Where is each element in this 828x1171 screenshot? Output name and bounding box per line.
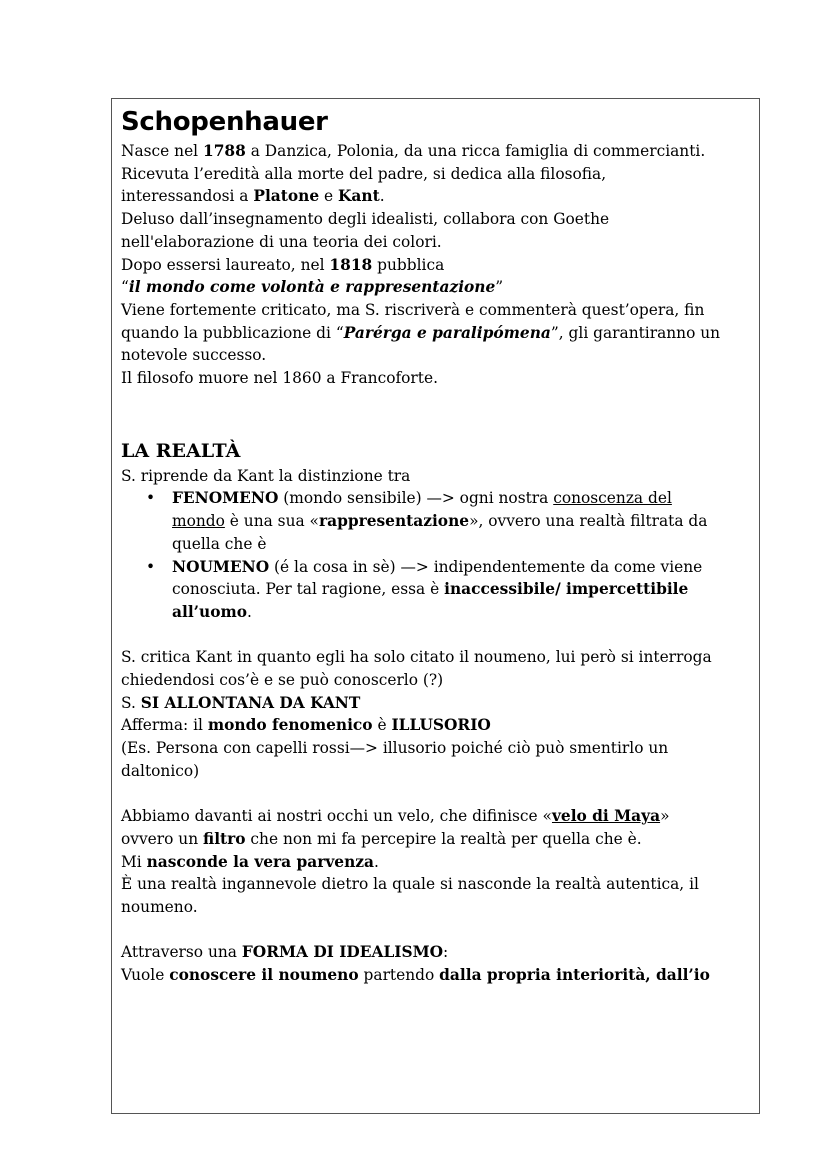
text-line	[121, 140, 753, 163]
text-line: Ricevuta l’eredità alla morte del padre, si dedica alla filosofia,	[121, 164, 607, 183]
text-line: S. riprende da Kant la distinzione tra	[121, 466, 411, 485]
text-line	[121, 941, 753, 964]
list-item	[121, 556, 753, 624]
text-line	[172, 510, 753, 533]
text: è una sua «	[224, 512, 319, 531]
text-line: daltonico)	[121, 761, 200, 780]
bold-text: all’uomo	[172, 602, 248, 621]
text-line	[121, 254, 753, 277]
text-line	[172, 487, 753, 510]
text-line	[121, 964, 753, 987]
text-line: È una realtà ingannevole dietro la quale si nasconde la realtà autentica, il	[121, 875, 699, 894]
text: :	[443, 943, 449, 962]
document-body	[121, 104, 753, 987]
text: .	[373, 852, 379, 871]
text: è	[372, 716, 392, 735]
section-heading: LA REALTÀ	[121, 439, 241, 462]
publication-year: 1818	[329, 255, 373, 274]
text: che non mi fa percepire la realtà per quella che è.	[245, 829, 642, 848]
text: e	[319, 187, 339, 206]
text: interessandosi a	[121, 187, 254, 206]
text: “	[121, 278, 129, 297]
list-item	[121, 487, 753, 555]
spacer	[121, 783, 753, 806]
paragraph	[121, 805, 753, 919]
text-line: nell'elaborazione di una teoria dei colori.	[121, 232, 442, 251]
bold-underlined-text: velo di Maya	[551, 807, 661, 826]
bold-text: nasconde la vera parvenza	[146, 852, 374, 871]
text-line: S. critica Kant in quanto egli ha solo citato il noumeno, lui però si interroga	[121, 648, 712, 667]
work-title: Parérga e paralipómena	[343, 323, 551, 342]
text: Attraverso una	[121, 943, 242, 962]
text-line	[121, 322, 753, 345]
text-line	[172, 556, 753, 579]
text: Vuole	[121, 966, 170, 985]
bold-text: conoscere il noumeno	[169, 966, 359, 985]
text: Dopo essersi laureato, nel	[121, 255, 330, 274]
bold-text: filtro	[203, 829, 246, 848]
text: (mondo sensibile) —> ogni nostra	[278, 489, 554, 508]
text-line: notevole successo.	[121, 346, 267, 365]
text: conosciuta. Per tal ragione, essa è	[172, 580, 445, 599]
text-line: Il filosofo muore nel 1860 a Francoforte.	[121, 369, 438, 388]
text-line	[172, 578, 753, 601]
text: partendo	[358, 966, 440, 985]
text: »	[660, 807, 670, 826]
text: pubblica	[372, 255, 445, 274]
underlined-text: mondo	[172, 512, 225, 531]
bold-text: ILLUSORIO	[391, 716, 491, 735]
text: a Danzica, Polonia, da una ricca famiglia di commercianti.	[245, 142, 706, 160]
text-line	[121, 851, 753, 874]
text: Abbiamo davanti ai nostri occhi un velo, che difinisce «	[121, 807, 552, 826]
text-line	[121, 692, 753, 715]
bold-text: mondo fenomenico	[207, 716, 373, 735]
spacer	[121, 624, 753, 647]
biography-paragraph	[121, 140, 753, 390]
text-line: (Es. Persona con capelli rossi—> illusorio poiché ciò può smentirlo un	[121, 739, 669, 758]
bold-text: inaccessibile/ impercettibile	[444, 580, 689, 599]
term-noumeno: NOUMENO	[172, 557, 270, 576]
text-line: quella che è	[172, 534, 267, 553]
bold-text: FORMA DI IDEALISMO	[241, 943, 444, 962]
page-title: Schopenhauer	[121, 107, 328, 137]
text-line	[121, 828, 753, 851]
text: .	[247, 602, 252, 621]
text-line	[121, 276, 753, 299]
text: S.	[121, 693, 141, 712]
text: », ovvero una realtà filtrata da	[469, 512, 708, 531]
text-line: Deluso dall’insegnamento degli idealisti, collabora con Goethe	[121, 210, 610, 229]
text: Mi	[121, 852, 147, 871]
text: Nasce nel	[121, 142, 203, 160]
text-line: chiedendosi cos’è e se può conoscerlo (?)	[121, 671, 444, 690]
bold-text: rappresentazione	[318, 512, 470, 531]
bold-text: dalla propria interiorità, dall’io	[439, 966, 710, 985]
text: ovvero un	[121, 829, 203, 848]
platone-bold: Platone	[253, 187, 320, 206]
text: (é la cosa in sè) —> indipendentemente da come viene	[269, 557, 703, 576]
underlined-text: conoscenza del	[553, 489, 672, 508]
term-fenomeno: FENOMENO	[172, 489, 279, 508]
text: ”, gli garantiranno un	[550, 323, 721, 342]
text: Afferma: il	[121, 716, 208, 735]
kant-bold: Kant	[338, 187, 380, 206]
text: quando la pubblicazione di “	[121, 323, 344, 342]
text: ”	[495, 278, 504, 297]
text-line: Viene fortemente criticato, ma S. riscriverà e commenterà quest’opera, fin	[121, 300, 705, 319]
text-line	[121, 805, 753, 828]
text: .	[379, 187, 385, 206]
work-title: il mondo come volontà e rappresentazione	[128, 278, 496, 297]
bullet-list	[121, 487, 753, 623]
text-line	[121, 185, 753, 208]
text-line	[121, 714, 753, 737]
birth-year: 1788	[203, 142, 246, 160]
spacer	[121, 919, 753, 942]
paragraph	[121, 941, 753, 986]
text-line: noumeno.	[121, 898, 198, 917]
bold-text: SI ALLONTANA DA KANT	[140, 693, 361, 712]
paragraph	[121, 646, 753, 782]
text-line	[172, 601, 753, 624]
